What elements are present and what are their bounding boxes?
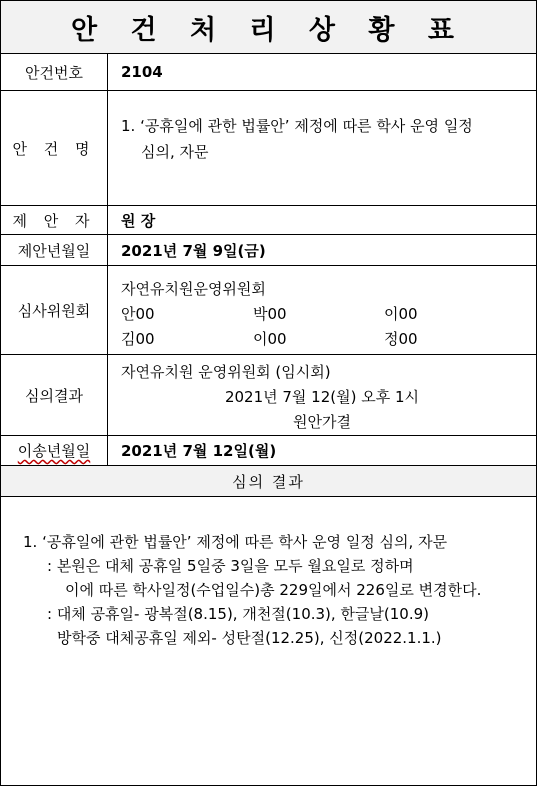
row-proposer [1,206,536,235]
label-review-committee: 심사위원회 [1,266,108,354]
value-proposer: 원 장 [121,211,156,230]
row-agenda-number [1,54,536,91]
row-deliberation-result [1,355,536,436]
agenda-name-line-2: 심의, 자문 [141,143,209,161]
label-proposer: 제 안 자 [1,206,108,234]
label-agenda-name: 안 건 명 [1,91,108,205]
result-line: : 본원은 대체 공휴일 5일중 3일을 모두 월요일로 정하며 [47,557,414,575]
committee-member: 이00 [253,330,287,348]
result-line: 1. ‘공휴일에 관한 법률안’ 제정에 따른 학사 운영 일정 심의, 자문 [23,533,448,551]
committee-member: 이00 [384,305,418,323]
result-line: : 대체 공휴일- 광복절(8.15), 개천절(10.3), 한글날(10.9) [47,605,430,623]
label-deliberation-result: 심의결과 [1,355,108,435]
deliberation-datetime: 2021년 7월 12(월) 오후 1시 [224,388,420,406]
committee-name: 자연유치원운영위원회 [121,280,266,298]
committee-member: 김00 [121,330,155,348]
deliberation-decision: 원안가결 [293,413,351,431]
value-transfer-date: 2021년 7월 12일(월) [121,442,277,460]
value-deliberation-result [108,355,536,435]
committee-member: 안00 [121,305,155,323]
value-agenda-name [108,91,536,205]
result-line: 이에 따른 학사일정(수업일수)총 229일에서 226일로 변경한다. [65,581,482,599]
label-agenda-number: 안건번호 [1,54,108,90]
agenda-name-line-1: 1. ‘공휴일에 관한 법률안’ 제정에 따른 학사 운영 일정 [121,117,473,135]
committee-member: 박00 [253,305,287,323]
row-transfer-date [1,436,536,466]
row-proposal-date [1,235,536,266]
label-transfer-date: 이송년월일 [1,436,108,465]
label-proposal-date: 제안년월일 [1,235,108,265]
row-review-committee [1,266,536,355]
row-agenda-name [1,91,536,206]
result-section-header: 심의 결과 [1,466,536,497]
value-proposal-date: 2021년 7월 9일(금) [121,241,266,260]
document-title: 안 건 처 리 상 황 표 [1,1,536,54]
deliberation-meeting: 자연유치원 운영위원회 (임시회) [121,363,331,381]
value-agenda-number: 2104 [121,63,163,81]
result-line: 방학중 대체공휴일 제외- 성탄절(12.25), 신정(2022.1.1.) [57,629,442,647]
value-review-committee [108,266,536,354]
committee-member: 정00 [384,330,418,348]
